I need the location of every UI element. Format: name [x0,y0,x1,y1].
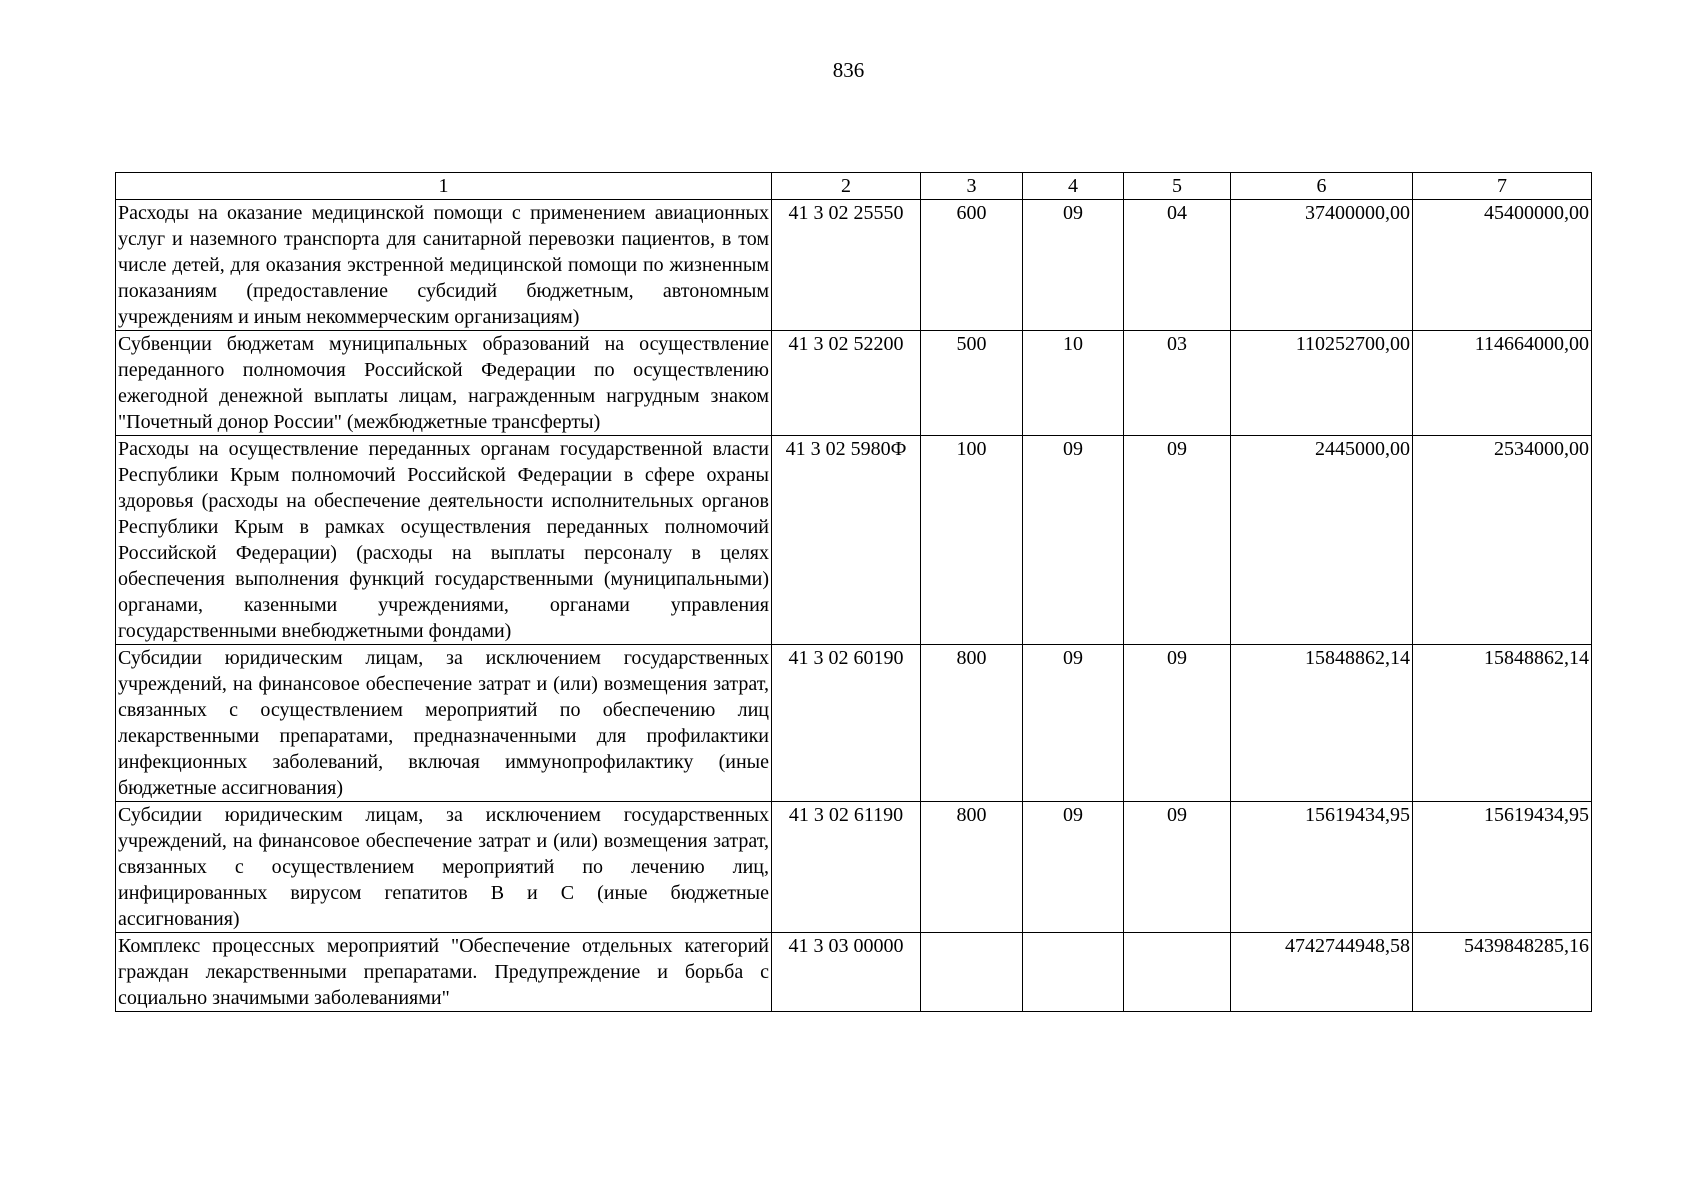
row-description: Субвенции бюджетам муниципальных образований на осуществление переданного полномочия Российской Федерации по осуществлению ежегодной денежной выплаты лицам, награжденным нагрудным знаком "Почетный донор России" (межбюджетные трансферты) [116,331,772,436]
row-amount-7: 114664000,00 [1413,331,1592,436]
row-amount-6: 15619434,95 [1231,802,1413,933]
row-amount-6: 2445000,00 [1231,436,1413,645]
row-col4: 09 [1023,802,1124,933]
row-code: 41 3 02 61190 [772,802,921,933]
row-code: 41 3 02 52200 [772,331,921,436]
column-header: 6 [1231,173,1413,200]
column-header: 7 [1413,173,1592,200]
budget-table [115,172,1592,1012]
row-code: 41 3 02 60190 [772,645,921,802]
table-row [116,200,1592,331]
row-col5: 09 [1124,436,1231,645]
row-amount-7: 2534000,00 [1413,436,1592,645]
table-row [116,645,1592,802]
column-header: 4 [1023,173,1124,200]
row-amount-7: 15848862,14 [1413,645,1592,802]
header-row [116,173,1592,200]
table-row [116,933,1592,1012]
column-header: 5 [1124,173,1231,200]
row-description: Субсидии юридическим лицам, за исключением государственных учреждений, на финансовое обеспечение затрат и (или) возмещения затрат, связанных с осуществлением мероприятий по обеспечению лиц лекарственными препаратами, предназначенными для профилактики инфекционных заболеваний, включая иммунопрофилактику (иные бюджетные ассигнования) [116,645,772,802]
column-header: 1 [116,173,772,200]
page-number: 836 [832,58,865,82]
row-description: Расходы на оказание медицинской помощи с применением авиационных услуг и наземного транспорта для санитарной перевозки пациентов, в том числе детей, для оказания экстренной медицинской помощи по жизненным показаниям (предоставление субсидий бюджетным, автономным учреждениям и иным некоммерческим организациям) [116,200,772,331]
row-col4: 10 [1023,331,1124,436]
row-col5: 04 [1124,200,1231,331]
row-col3: 600 [921,200,1023,331]
row-col3: 800 [921,645,1023,802]
row-col3: 100 [921,436,1023,645]
row-amount-7: 45400000,00 [1413,200,1592,331]
table-row [116,436,1592,645]
row-col4: 09 [1023,436,1124,645]
row-code: 41 3 02 25550 [772,200,921,331]
row-amount-6: 37400000,00 [1231,200,1413,331]
table-row [116,802,1592,933]
row-description: Расходы на осуществление переданных органам государственной власти Республики Крым полномочий Российской Федерации в сфере охраны здоровья (расходы на обеспечение деятельности исполнительных органов Республики Крым в рамках осуществления переданных полномочий Российской Федерации) (расходы на выплаты персоналу в целях обеспечения выполнения функций государственными (муниципальными) органами, казенными учреждениями, органами управления государственными внебюджетными фондами) [116,436,772,645]
row-col5 [1124,933,1231,1012]
row-col5: 03 [1124,331,1231,436]
row-amount-6: 15848862,14 [1231,645,1413,802]
table-row [116,331,1592,436]
row-col4: 09 [1023,645,1124,802]
row-description: Комплекс процессных мероприятий "Обеспечение отдельных категорий граждан лекарственными препаратами. Предупреждение и борьба с социально значимыми заболеваниями" [116,933,772,1012]
row-col3: 500 [921,331,1023,436]
row-col3 [921,933,1023,1012]
row-col4: 09 [1023,200,1124,331]
row-amount-7: 5439848285,16 [1413,933,1592,1012]
row-code: 41 3 02 5980Ф [772,436,921,645]
column-header: 3 [921,173,1023,200]
row-col5: 09 [1124,645,1231,802]
row-col3: 800 [921,802,1023,933]
row-description: Субсидии юридическим лицам, за исключением государственных учреждений, на финансовое обеспечение затрат и (или) возмещения затрат, связанных с осуществлением мероприятий по лечению лиц, инфицированных вирусом гепатитов В и С (иные бюджетные ассигнования) [116,802,772,933]
row-col5: 09 [1124,802,1231,933]
row-col4 [1023,933,1124,1012]
row-amount-7: 15619434,95 [1413,802,1592,933]
column-header: 2 [772,173,921,200]
row-amount-6: 110252700,00 [1231,331,1413,436]
row-amount-6: 4742744948,58 [1231,933,1413,1012]
row-code: 41 3 03 00000 [772,933,921,1012]
